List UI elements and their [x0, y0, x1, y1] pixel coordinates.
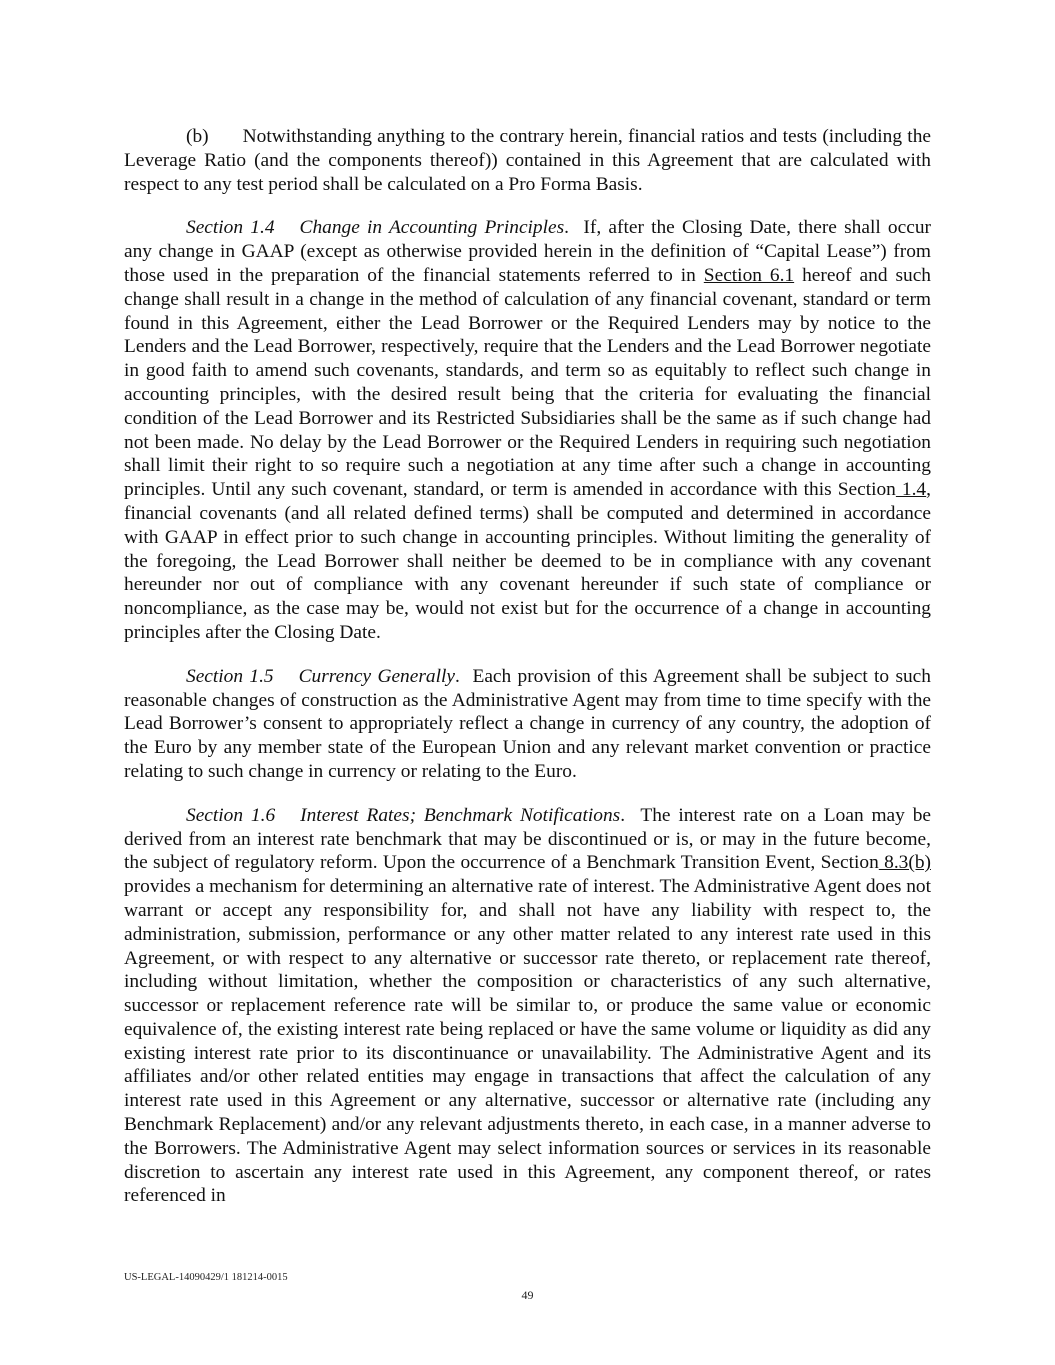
section-1-5-text: Each provision of this Agreement shall be subject to such reasonable changes of construction as the Administrative Agent may from time to time specify with the Lead Borrower’s consent to appropriately reflect a change in currency of any country, the adoption of the Euro by any member state of the European Union and any relevant market convention or practice relating to such change in currency or relating to the Euro. [124, 665, 931, 782]
section-1-4: Section 1.4 Change in Accounting Principles. If, after the Closing Date, there shall occur any change in GAAP (except as otherwise provided herein in the definition of “Capital Lease”) from those used in the preparation of the financial statements referred to in Section 6.1 hereof and such change shall result in a change in the method of calculation of any financial covenant, standard or term found in this Agreement, either the Lead Borrower or the Required Lenders may by notice to the Lenders and the Lead Borrower, respectively, require that the Lenders and the Lead Borrower negotiate in good faith to amend such covenants, standards, and term so as equitably to reflect such change in accounting principles, with the desired result being that the criteria for evaluating the financial condition of the Lead Borrower and its Restricted Subsidiaries shall be the same as if such change had not been made. No delay by the Lead Borrower or the Required Lenders in requiring such negotiation shall limit their right to so require such a negotiation at any time after such a change in accounting principles. Until any such covenant, standard, or term is amended in accordance with this Section 1.4, financial covenants (and all related defined terms) shall be computed and determined in accordance with GAAP in effect prior to such change in accounting principles. Without limiting the generality of the foregoing, the Lead Borrower shall neither be deemed to be in compliance with any covenant hereunder nor out of compliance with any covenant hereunder if such state of compliance or noncompliance, as the case may be, would not exist but for the occurrence of a change in accounting principles after the Closing Date. [124, 217, 932, 643]
section-8-3-b-reference: 8.3(b) [878, 852, 931, 874]
paragraph-b [124, 125, 931, 196]
section-1-4-text-part1: If, after the Closing Date, there shall occur any change in GAAP (except as otherwise provided herein in the definition of “Capital Lease”) from those used in the preparation of the financial statements referred to in [124, 217, 931, 286]
document-id-footer: US-LEGAL-14090429/1 181214-0015 [124, 1272, 288, 1283]
section-1-6-title: Interest Rates; Benchmark Notifications [300, 804, 621, 826]
section-6-1-reference: Section 6.1 [703, 264, 795, 286]
section-1-6-text-part1: The interest rate on a Loan may be derived from an interest rate benchmark that may be discontinued or is, or may in the future become, the subject of regulatory reform. Upon the occurrence of a Benchmark Transition Event, Section [124, 804, 931, 874]
section-1-4-text-part2: hereof and such change shall result in a change in the method of calculation of any financial covenant, standard or term found in this Agreement, either the Lead Borrower or the Required Lenders may by notice to the Lenders and the Lead Borrower, respectively, require that the Lenders and the Lead Borrower negotiate in good faith to amend such covenants, standards, and term so as equitably to reflect such change in accounting principles, with the desired result being that the criteria for evaluating the financial condition of the Lead Borrower and its Restricted Subsidiaries shall be the same as if such change had not been made. No delay by the Lead Borrower or the Required Lenders in requiring such negotiation shall limit their right to so require such a negotiation at any time after such a change in accounting principles. Until any such covenant, standard, or term is amended in accordance with this Section [124, 264, 932, 501]
section-1-4-text-part3: , financial covenants (and all related defined terms) shall be computed and determined in accordance with GAAP in effect prior to such change in accounting principles. Without limiting the generality of the foregoing, the Lead Borrower shall neither be deemed to be in compliance with any covenant hereunder nor out of compliance with any covenant hereunder if such state of compliance or noncompliance, as the case may be, would not exist but for the occurrence of a change in accounting principles after the Closing Date. [124, 479, 931, 643]
section-1-4-self-reference: 1.4 [895, 479, 927, 501]
paragraph-b-text: Notwithstanding anything to the contrary herein, financial ratios and tests (including the Leverage Ratio (and the components thereof)) contained in this Agreement that are calculated with respect to any test period shall be calculated on a Pro Forma Basis. [124, 126, 931, 195]
section-1-4-number: Section 1.4 [186, 217, 275, 239]
section-1-6-text-part2: provides a mechanism for determining an alternative rate of interest. The Administrative Agent does not warrant or accept any responsibility for, and shall not have any liability with respect to, the administration, submission, performance or any other matter related to any interest rate used in this Agreement, or with respect to any alternative or successor rate thereto, or replacement rate thereof, including without limitation, whether the composition or characteristics of any such alternative, successor or replacement reference rate will be similar to, or produce the same value or economic equivalence of, the existing interest rate being replaced or have the same volume or liquidity as did any existing interest rate prior to its discontinuance or unavailability. The Administrative Agent and its affiliates and/or other related entities may engage in transactions that affect the calculation of any interest rate used in this Agreement or any alternative, successor or alternative rate (including any Benchmark Replacement) and/or any relevant adjustments thereto, in each case, in a manner adverse to the Borrowers. The Administrative Agent may select information sources or services in its reasonable discretion to ascertain any interest rate used in this Agreement, any component thereof, or rates referenced in [124, 876, 931, 1207]
section-1-5-number: Section 1.5 [186, 665, 274, 687]
paragraph-b-label: (b) [186, 126, 209, 147]
document-page [124, 125, 931, 1228]
section-1-5: Section 1.5 Currency Generally. Each provision of this Agreement shall be subject to such reasonable changes of construction as the Administrative Agent may from time to time specify with the Lead Borrower’s consent to appropriately reflect a change in currency of any country, the adoption of the Euro by any member state of the European Union and any relevant market convention or practice relating to such change in currency or relating to the Euro. [124, 665, 931, 782]
section-1-6: Section 1.6 Interest Rates; Benchmark Notifications. The interest rate on a Loan may be derived from an interest rate benchmark that may be discontinued or is, or may in the future become, the subject of regulatory reform. Upon the occurrence of a Benchmark Transition Event, Section 8.3(b) provides a mechanism for determining an alternative rate of interest. The Administrative Agent does not warrant or accept any responsibility for, and shall not have any liability with respect to, the administration, submission, performance or any other matter related to any interest rate used in this Agreement, or with respect to any alternative or successor rate thereto, or replacement rate thereof, including without limitation, whether the composition or characteristics of any such alternative, successor or replacement reference rate will be similar to, or produce the same value or economic equivalence of, the existing interest rate being replaced or have the same volume or liquidity as did any existing interest rate prior to its discontinuance or unavailability. The Administrative Agent and its affiliates and/or other related entities may engage in transactions that affect the calculation of any interest rate used in this Agreement or any alternative, successor or alternative rate (including any Benchmark Replacement) and/or any relevant adjustments thereto, in each case, in a manner adverse to the Borrowers. The Administrative Agent may select information sources or services in its reasonable discretion to ascertain any interest rate used in this Agreement, any component thereof, or rates referenced in [124, 804, 931, 1207]
section-1-5-title: Currency Generally [298, 665, 455, 687]
section-1-6-number: Section 1.6 [186, 804, 276, 826]
section-1-4-title: Change in Accounting Principles [299, 217, 565, 239]
page-number: 49 [521, 1288, 534, 1302]
